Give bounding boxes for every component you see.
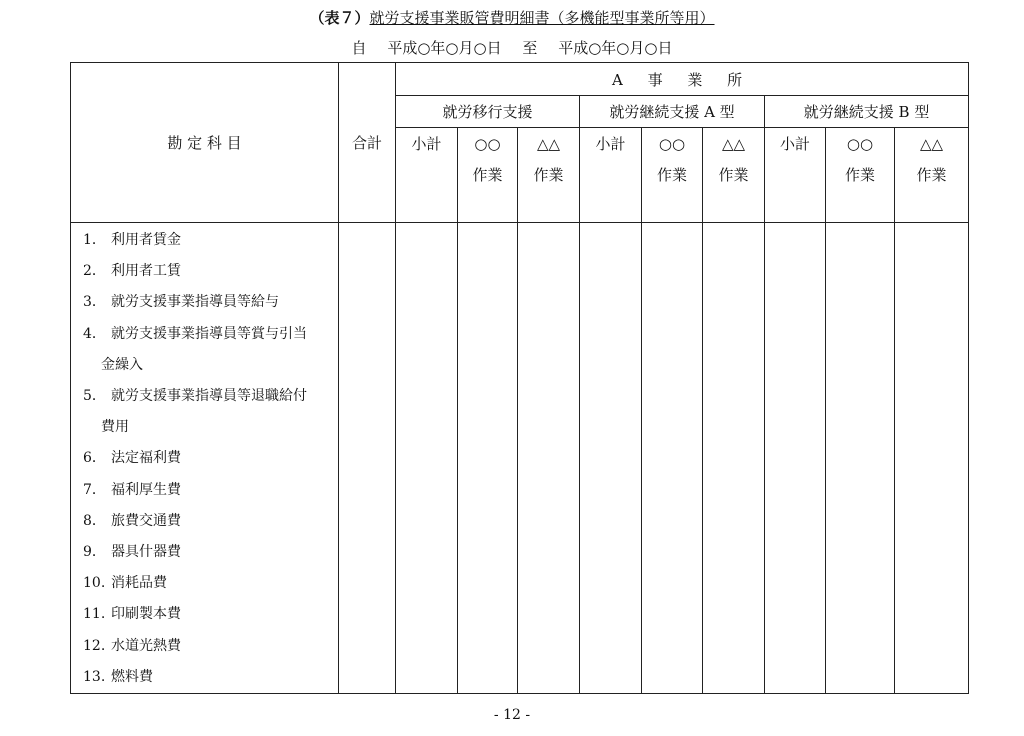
account-name: 燃料費 [111,668,153,685]
period-to-label: 至 [522,39,538,57]
account-number: 7． [83,481,106,498]
group-header: 就労継続支援 A 型 [580,96,765,128]
account-item [83,568,338,599]
amount-column-cell [518,223,580,694]
account-number: 6． [83,450,106,467]
sub-header-line2: 作業 [533,166,564,184]
office-header: A 事 業 所 [396,63,969,96]
page-number: - 12 - [493,707,531,723]
amount-column-cell [826,223,895,694]
amount-column-cell [642,223,703,694]
sub-header [580,128,642,223]
sub-header-line1: △△ [920,135,944,153]
account-name: 利用者賃金 [111,232,181,248]
amount-column-cell [703,223,765,694]
account-name: 水道光熱費 [111,637,181,654]
sub-header-line2: 作業 [718,166,749,184]
account-item [83,662,338,693]
sub-header [518,128,580,223]
sub-header [396,128,458,223]
account-number: 3． [83,294,106,311]
total-column-cell [339,223,396,694]
account-name: 就労支援事業指導員等賞与引当 [111,325,307,342]
sub-header [458,128,518,223]
account-item [83,475,338,506]
amount-column-cell [895,223,969,694]
table-number: （表７） [309,9,370,27]
account-name: 就労支援事業指導員等給与 [111,294,279,311]
account-item [83,319,338,350]
account-name: 旅費交通費 [111,512,181,529]
account-name: 法定福利費 [111,450,181,467]
sub-header [703,128,765,223]
amount-column-cell [765,223,826,694]
amount-column-cell [580,223,642,694]
account-name: 費用 [101,419,129,436]
account-item [83,443,338,474]
expense-table [70,62,969,694]
account-name: 利用者工賃 [111,263,181,280]
account-number: 5． [83,388,106,405]
sub-header-line1: 小計 [779,135,810,153]
period-from-date: 平成○年○月○日 [387,39,502,57]
group-header: 就労継続支援 B 型 [765,96,969,128]
account-name: 印刷製本費 [111,606,181,623]
account-item [83,256,338,287]
account-item [83,506,338,537]
account-item [83,350,338,381]
sub-header [826,128,895,223]
account-item [83,412,338,443]
account-number: 8． [83,512,106,529]
account-number: 12. [83,637,106,654]
document-title [0,7,1024,28]
sub-header-line1: ○○ [474,135,501,153]
account-number: 2． [83,263,106,280]
account-header: 勘 定 科 目 [71,63,339,223]
account-item [83,631,338,662]
period [0,37,1024,58]
period-from-label: 自 [351,39,367,57]
sub-header-line2: 作業 [916,166,947,184]
sub-header-line2: 作業 [844,166,875,184]
account-number: 4． [83,325,106,342]
period-to-date: 平成○年○月○日 [558,39,673,57]
account-item [83,599,338,630]
account-list [71,223,339,694]
account-name: 福利厚生費 [111,481,181,498]
account-name: 器具什器費 [111,544,181,561]
sub-header-line1: △△ [721,135,746,153]
account-number: 1． [83,232,106,248]
account-number: 11. [83,606,106,623]
account-number: 13. [83,668,106,685]
group-header: 就労移行支援 [396,96,580,128]
sub-header [765,128,826,223]
account-name: 消耗品費 [111,575,167,592]
sub-header-line2: 作業 [656,166,687,184]
sub-header-line1: 小計 [411,135,442,153]
amount-column-cell [396,223,458,694]
account-number: 9． [83,544,106,561]
sub-header [642,128,703,223]
account-item [83,225,338,256]
amount-column-cell [458,223,518,694]
account-name: 就労支援事業指導員等退職給付 [111,388,307,405]
sub-header [895,128,969,223]
sub-header-line1: △△ [536,135,561,153]
sub-header-line1: 小計 [595,135,626,153]
account-item [83,287,338,318]
sub-header-line2: 作業 [472,166,503,184]
total-header: 合計 [339,63,396,223]
title-text: 就労支援事業販管費明細書（多機能型事業所等用） [369,9,715,27]
account-name: 金繰入 [101,356,143,373]
sub-header-line1: ○○ [658,135,686,153]
account-item [83,537,338,568]
sub-header-line1: ○○ [846,135,874,153]
account-number: 10. [83,575,106,592]
account-item [83,381,338,412]
